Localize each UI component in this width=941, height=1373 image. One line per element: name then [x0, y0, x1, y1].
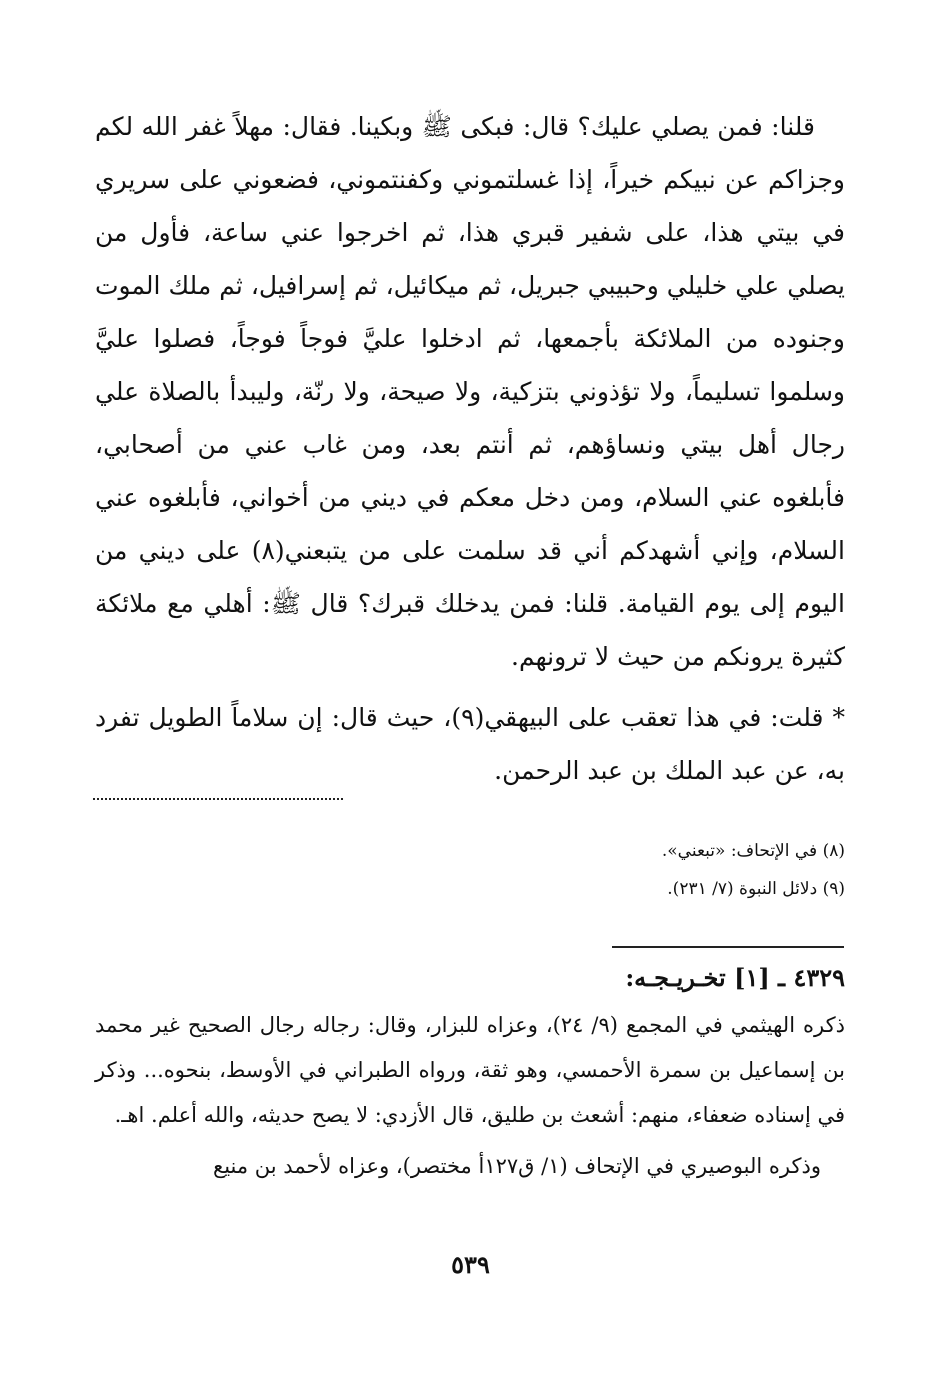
section-separator	[612, 946, 844, 948]
footnotes	[95, 832, 845, 908]
main-text	[95, 100, 845, 797]
footnote-9: (٩) دلائل النبوة (٧/ ٢٣١).	[667, 879, 845, 899]
footnote-8: (٨) في الإتحاف: «تبعني».	[661, 841, 845, 861]
main-paragraph: قلنا: فمن يصلي عليك؟ قال: فبكى ﷺ وبكينا. فقال: مهلاً غفر الله لكم وجزاكم عن نبيكم خيراً، إذا غسلتموني وكفنتموني، فضعوني على سريري في بيتي هذا، على شفير قبري هذا، ثم اخرجوا عني ساعة، فأول من يصلي علي خليلي وحبيبي جبريل، ثم ميكائيل، ثم إسرافيل، ثم ملك الموت وجنوده من الملائكة بأجمعها، ثم ادخلوا عليَّ فوجاً فوجاً، فصلوا عليَّ وسلموا تسليماً، ولا تؤذوني بتزكية، ولا صيحة، ولا رنّة، وليبدأ بالصلاة علي رجال أهل بيتي ونساؤهم، ثم أنتم بعد، ومن غاب عني من أصحابي، فأبلغوه عني السلام، ومن دخل معكم في ديني من أخواني، فأبلغوه عني السلام، وإني أشهدكم أني قد سلمت على من يتبعني(٨) على ديني من اليوم إلى يوم القيامة. قلنا: فمن يدخلك قبرك؟ قال ﷺ: أهلي مع ملائكة كثيرة يرونكم من حيث لا ترونهم.	[95, 112, 845, 671]
takhrij-text	[95, 1003, 845, 1189]
takhrij-paragraph: وذكره البوصيري في الإتحاف (١/ ق١٢٧أ مختصر)، وعزاه لأحمد بن منيع	[213, 1154, 821, 1178]
takhrij-paragraph: ذكره الهيثمي في المجمع (٩/ ٢٤)، وعزاه للبزار، وقال: رجاله رجال الصحيح غير محمد بن إسماعيل بن سمرة الأحمسي، وهو ثقة، ورواه الطبراني في الأوسط، بنحوه... وذكر في إسناده ضعفاء، منهم: أشعث بن طليق، قال الأزدي: لا يصح حديثه، والله أعلم. اهـ.	[95, 1013, 845, 1127]
main-paragraph-comment: * قلت: في هذا تعقب على البيهقي(٩)، حيث قال: إن سلاماً الطويل تفرد به، عن عبد الملك بن عبد الرحمن.	[95, 703, 845, 785]
page-number: ٥٣٩	[451, 1250, 490, 1279]
footnote-separator	[93, 798, 343, 800]
takhrij-heading: ٤٣٢٩ ـ [١] تخـريـجـه:	[625, 963, 845, 992]
